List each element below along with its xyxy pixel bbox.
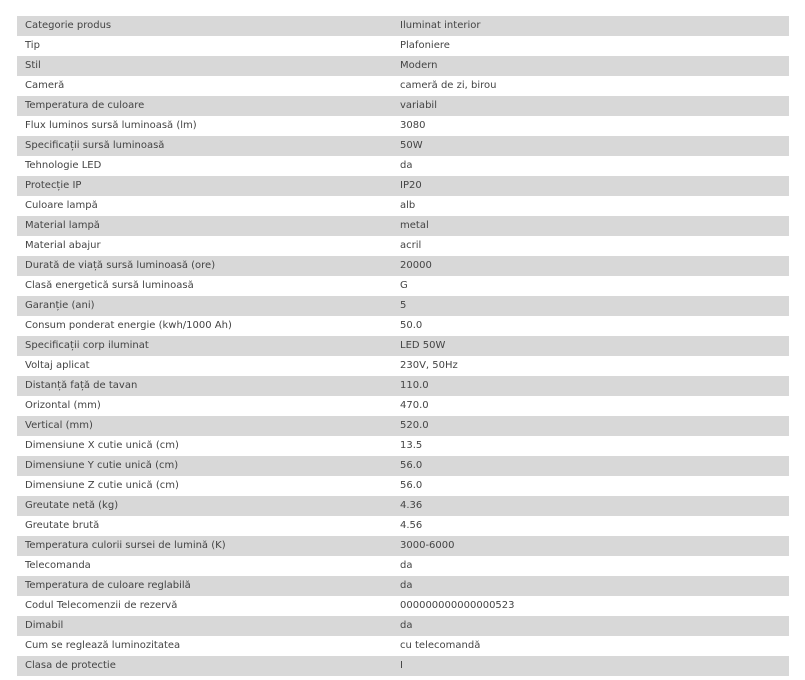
spec-label: Dimensiune X cutie unică (cm) [25,440,179,451]
spec-row [17,116,789,136]
spec-row [17,76,789,96]
spec-row [17,656,789,676]
spec-value: 5 [400,300,407,311]
spec-label: Greutate netă (kg) [25,500,119,511]
spec-row [17,396,789,416]
spec-row [17,96,789,116]
spec-row [17,556,789,576]
spec-row [17,156,789,176]
spec-label: Material abajur [25,240,101,251]
spec-value: acril [400,240,422,251]
spec-row [17,236,789,256]
spec-label: Telecomanda [25,560,91,571]
spec-value: 000000000000000523 [400,600,515,611]
spec-label: Stil [25,60,41,71]
spec-label: Material lampă [25,220,100,231]
spec-row [17,496,789,516]
spec-value: 470.0 [400,400,429,411]
spec-label: Specificații corp iluminat [25,340,149,351]
spec-value: 520.0 [400,420,429,431]
spec-row [17,516,789,536]
spec-value: da [400,560,413,571]
spec-row [17,536,789,556]
spec-value: G [400,280,408,291]
spec-value: Iluminat interior [400,20,481,31]
spec-label: Consum ponderat energie (kwh/1000 Ah) [25,320,232,331]
spec-label: Cameră [25,80,65,91]
spec-row [17,276,789,296]
spec-value: 3080 [400,120,426,131]
spec-label: Greutate brută [25,520,100,531]
spec-row [17,16,789,36]
spec-label: Codul Telecomenzii de rezervă [25,600,178,611]
spec-label: Clasa de protectie [25,660,116,671]
spec-label: Cum se reglează luminozitatea [25,640,181,651]
spec-value: 13.5 [400,440,423,451]
spec-row [17,456,789,476]
spec-row [17,476,789,496]
spec-row [17,636,789,656]
spec-label: Culoare lampă [25,200,98,211]
spec-label: Tehnologie LED [25,160,102,171]
spec-value: LED 50W [400,340,446,351]
spec-label: Vertical (mm) [25,420,93,431]
spec-value: 56.0 [400,480,423,491]
spec-row [17,56,789,76]
specifications-table-body [17,16,789,676]
spec-value: 110.0 [400,380,429,391]
spec-row [17,616,789,636]
spec-label: Categorie produs [25,20,112,31]
spec-label: Tip [25,40,40,51]
spec-row [17,356,789,376]
spec-row [17,176,789,196]
spec-row [17,416,789,436]
spec-row [17,216,789,236]
spec-label: Flux luminos sursă luminoasă (lm) [25,120,197,131]
spec-row [17,256,789,276]
spec-label: Protecție IP [25,180,82,191]
spec-value: I [400,660,403,671]
spec-value: IP20 [400,180,422,191]
spec-value: 50W [400,140,423,151]
spec-value: cu telecomandă [400,640,481,651]
spec-value: 20000 [400,260,432,271]
spec-label: Dimensiune Z cutie unică (cm) [25,480,179,491]
spec-value: da [400,160,413,171]
spec-row [17,336,789,356]
spec-value: alb [400,200,416,211]
specifications-table [17,16,789,676]
spec-label: Durată de viață sursă luminoasă (ore) [25,260,216,271]
spec-label: Clasă energetică sursă luminoasă [25,280,194,291]
spec-label: Dimabil [25,620,64,631]
spec-label: Voltaj aplicat [25,360,90,371]
spec-value: da [400,580,413,591]
spec-row [17,36,789,56]
spec-value: 230V, 50Hz [400,360,458,371]
spec-value: da [400,620,413,631]
spec-row [17,196,789,216]
spec-value: 56.0 [400,460,423,471]
spec-value: Plafoniere [400,40,450,51]
spec-value: variabil [400,100,437,111]
spec-row [17,296,789,316]
spec-label: Temperatura de culoare reglabilă [25,580,191,591]
spec-value: Modern [400,60,438,71]
spec-row [17,136,789,156]
spec-label: Specificații sursă luminoasă [25,140,165,151]
spec-value: 4.36 [400,500,423,511]
spec-value: 3000-6000 [400,540,455,551]
spec-row [17,436,789,456]
spec-label: Garanție (ani) [25,300,95,311]
spec-value: 50.0 [400,320,423,331]
spec-row [17,316,789,336]
spec-label: Orizontal (mm) [25,400,101,411]
spec-label: Distanță față de tavan [25,380,138,391]
spec-row [17,576,789,596]
spec-value: cameră de zi, birou [400,80,497,91]
spec-label: Dimensiune Y cutie unică (cm) [25,460,179,471]
spec-label: Temperatura culorii sursei de lumină (K) [25,540,226,551]
spec-value: metal [400,220,429,231]
spec-value: 4.56 [400,520,423,531]
spec-row [17,596,789,616]
spec-row [17,376,789,396]
spec-label: Temperatura de culoare [25,100,145,111]
